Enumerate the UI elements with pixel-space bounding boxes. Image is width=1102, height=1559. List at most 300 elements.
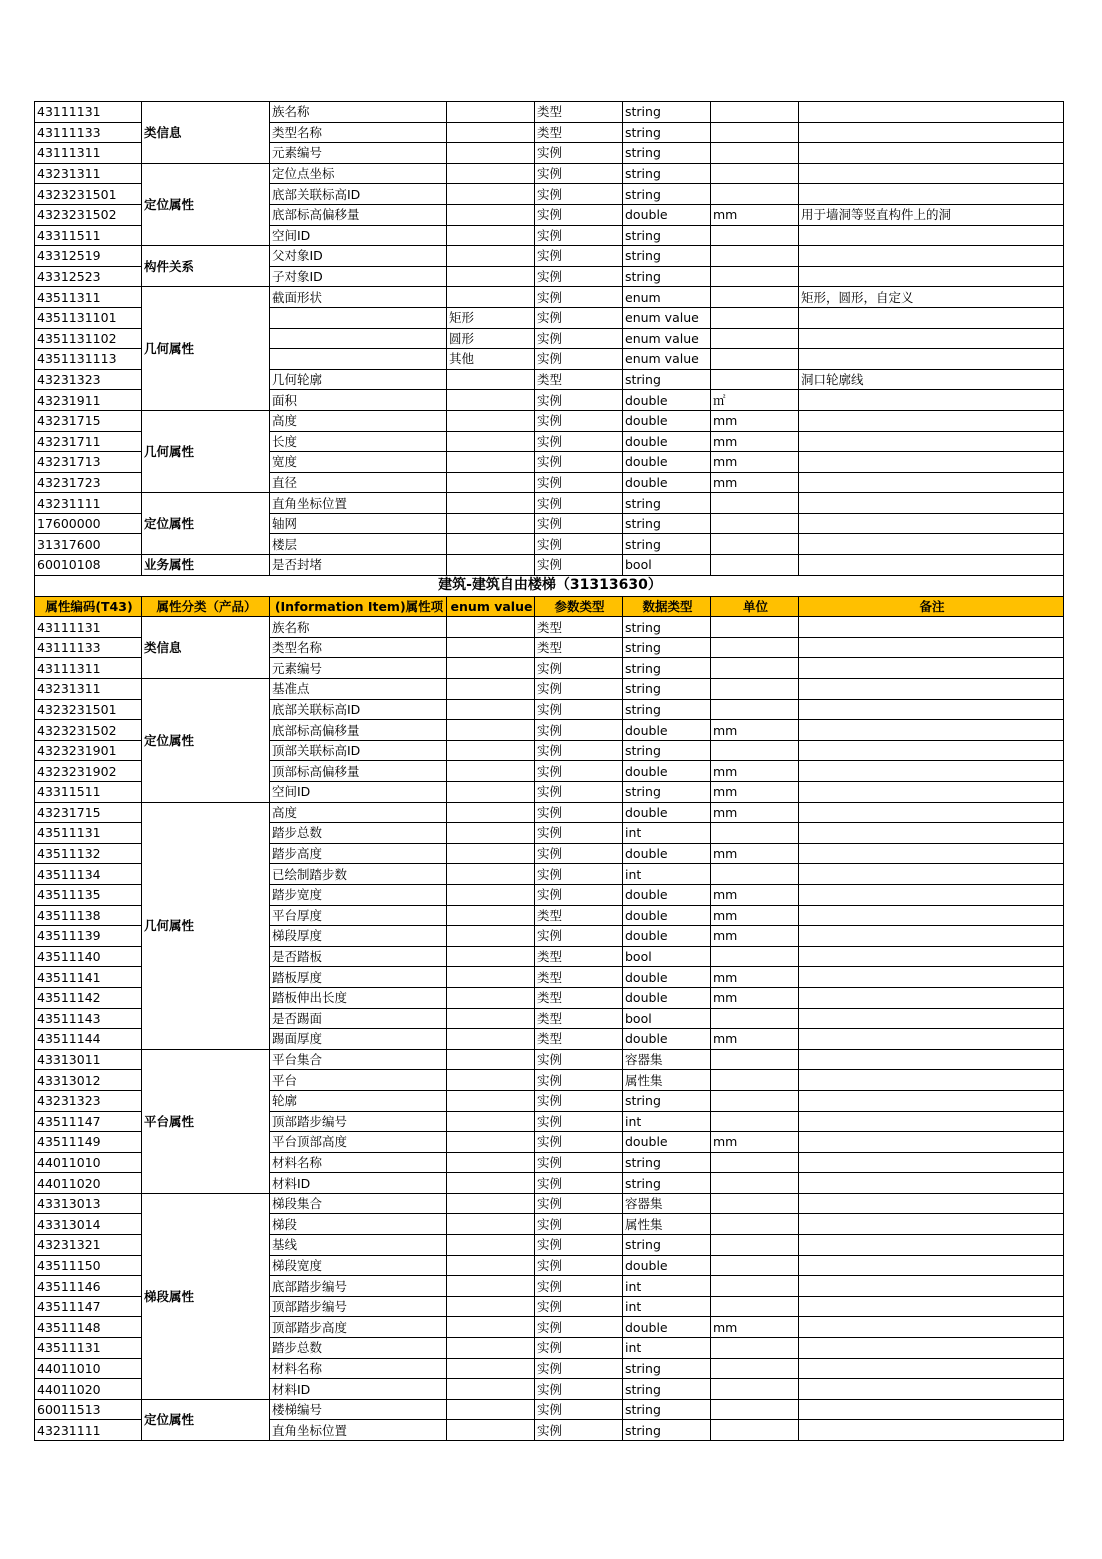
enum-value-cell xyxy=(447,225,535,246)
data-type-cell: double xyxy=(623,1132,711,1153)
note-cell xyxy=(799,328,1064,349)
note-cell xyxy=(799,1358,1064,1379)
attribute-item-cell: 是否封堵 xyxy=(270,555,447,576)
data-type-cell: string xyxy=(623,1173,711,1194)
data-type-cell: bool xyxy=(623,555,711,576)
enum-value-cell xyxy=(447,1276,535,1297)
unit-cell: mm xyxy=(711,472,799,493)
unit-cell xyxy=(711,143,799,164)
note-cell xyxy=(799,1420,1064,1441)
attribute-item-cell: 平台 xyxy=(270,1070,447,1091)
unit-cell xyxy=(711,823,799,844)
param-type-cell: 实例 xyxy=(535,1379,623,1400)
enum-value-cell xyxy=(447,1111,535,1132)
attribute-item-cell: 材料ID xyxy=(270,1379,447,1400)
note-cell xyxy=(799,410,1064,431)
param-type-cell: 实例 xyxy=(535,699,623,720)
data-type-cell: double xyxy=(623,452,711,473)
data-type-cell: 属性集 xyxy=(623,1214,711,1235)
enum-value-cell xyxy=(447,369,535,390)
note-cell xyxy=(799,1029,1064,1050)
note-cell: 洞口轮廓线 xyxy=(799,369,1064,390)
param-type-cell: 实例 xyxy=(535,163,623,184)
param-type-cell: 实例 xyxy=(535,431,623,452)
enum-value-cell xyxy=(447,1399,535,1420)
attribute-item-cell: 元素编号 xyxy=(270,658,447,679)
data-type-cell: string xyxy=(623,1152,711,1173)
unit-cell: mm xyxy=(711,802,799,823)
attribute-code-cell: 43511131 xyxy=(35,1338,142,1359)
attribute-item-cell: 直角坐标位置 xyxy=(270,1420,447,1441)
data-type-cell: double xyxy=(623,926,711,947)
note-cell xyxy=(799,143,1064,164)
unit-cell xyxy=(711,658,799,679)
unit-cell xyxy=(711,1399,799,1420)
enum-value-cell xyxy=(447,163,535,184)
param-type-cell: 实例 xyxy=(535,472,623,493)
param-type-cell: 实例 xyxy=(535,1399,623,1420)
unit-cell xyxy=(711,225,799,246)
col-header-unit: 单位 xyxy=(711,596,799,617)
data-type-cell: double xyxy=(623,204,711,225)
attribute-item-cell: 梯段厚度 xyxy=(270,926,447,947)
data-type-cell: bool xyxy=(623,1008,711,1029)
note-cell xyxy=(799,1111,1064,1132)
enum-value-cell xyxy=(447,1070,535,1091)
attribute-code-cell: 43231321 xyxy=(35,1235,142,1256)
enum-value-cell xyxy=(447,1420,535,1441)
unit-cell xyxy=(711,740,799,761)
note-cell xyxy=(799,307,1064,328)
table-row xyxy=(35,1399,1064,1420)
attribute-code-cell: 43313014 xyxy=(35,1214,142,1235)
data-type-cell: string xyxy=(623,493,711,514)
attribute-item-cell: 顶部关联标高ID xyxy=(270,740,447,761)
unit-cell xyxy=(711,1152,799,1173)
note-cell xyxy=(799,1399,1064,1420)
unit-cell xyxy=(711,1173,799,1194)
data-type-cell: double xyxy=(623,987,711,1008)
unit-cell xyxy=(711,1338,799,1359)
data-type-cell: double xyxy=(623,1029,711,1050)
enum-value-cell xyxy=(447,122,535,143)
unit-cell: mm xyxy=(711,431,799,452)
attribute-item-cell: 踏步总数 xyxy=(270,823,447,844)
param-type-cell: 实例 xyxy=(535,1235,623,1256)
unit-cell: mm xyxy=(711,1029,799,1050)
data-type-cell: string xyxy=(623,637,711,658)
param-type-cell: 类型 xyxy=(535,637,623,658)
attribute-item-cell: 顶部踏步高度 xyxy=(270,1317,447,1338)
note-cell xyxy=(799,452,1064,473)
note-cell xyxy=(799,1090,1064,1111)
enum-value-cell xyxy=(447,431,535,452)
enum-value-cell xyxy=(447,1193,535,1214)
enum-value-cell xyxy=(447,658,535,679)
note-cell xyxy=(799,987,1064,1008)
attribute-item-cell: 类型名称 xyxy=(270,122,447,143)
enum-value-cell xyxy=(447,637,535,658)
param-type-cell: 类型 xyxy=(535,987,623,1008)
param-type-cell: 实例 xyxy=(535,843,623,864)
note-cell xyxy=(799,513,1064,534)
enum-value-cell xyxy=(447,823,535,844)
attribute-item-cell xyxy=(270,307,447,328)
attribute-category-cell: 构件关系 xyxy=(142,246,270,287)
attribute-item-cell: 踏板伸出长度 xyxy=(270,987,447,1008)
param-type-cell: 实例 xyxy=(535,287,623,308)
attribute-item-cell: 族名称 xyxy=(270,617,447,638)
column-header-row xyxy=(35,596,1064,617)
attribute-item-cell: 长度 xyxy=(270,431,447,452)
data-type-cell: double xyxy=(623,1317,711,1338)
note-cell xyxy=(799,122,1064,143)
unit-cell xyxy=(711,555,799,576)
data-type-cell: enum xyxy=(623,287,711,308)
attribute-item-cell: 踢面厚度 xyxy=(270,1029,447,1050)
unit-cell: mm xyxy=(711,204,799,225)
enum-value-cell xyxy=(447,1049,535,1070)
attribute-item-cell: 楼层 xyxy=(270,534,447,555)
attribute-category-cell: 定位属性 xyxy=(142,679,270,803)
enum-value-cell xyxy=(447,946,535,967)
note-cell xyxy=(799,720,1064,741)
unit-cell xyxy=(711,1276,799,1297)
note-cell xyxy=(799,246,1064,267)
note-cell xyxy=(799,534,1064,555)
enum-value-cell xyxy=(447,472,535,493)
unit-cell xyxy=(711,1111,799,1132)
attribute-item-cell xyxy=(270,328,447,349)
enum-value-cell xyxy=(447,184,535,205)
attribute-item-cell: 楼梯编号 xyxy=(270,1399,447,1420)
data-type-cell: string xyxy=(623,369,711,390)
param-type-cell: 类型 xyxy=(535,967,623,988)
attribute-code-cell: 43511140 xyxy=(35,946,142,967)
data-type-cell: string xyxy=(623,184,711,205)
data-type-cell: int xyxy=(623,1276,711,1297)
unit-cell xyxy=(711,946,799,967)
enum-value-cell xyxy=(447,143,535,164)
param-type-cell: 类型 xyxy=(535,905,623,926)
attribute-item-cell: 材料ID xyxy=(270,1173,447,1194)
attribute-code-cell: 43231713 xyxy=(35,452,142,473)
unit-cell: mm xyxy=(711,761,799,782)
unit-cell xyxy=(711,493,799,514)
data-type-cell: double xyxy=(623,843,711,864)
attribute-code-cell: 43511138 xyxy=(35,905,142,926)
attribute-category-cell: 几何属性 xyxy=(142,410,270,492)
enum-value-cell xyxy=(447,1008,535,1029)
unit-cell xyxy=(711,287,799,308)
section-2-body xyxy=(35,617,1064,1441)
param-type-cell: 实例 xyxy=(535,1420,623,1441)
param-type-cell: 实例 xyxy=(535,740,623,761)
attribute-code-cell: 43511142 xyxy=(35,987,142,1008)
param-type-cell: 实例 xyxy=(535,1296,623,1317)
param-type-cell: 类型 xyxy=(535,102,623,123)
note-cell xyxy=(799,946,1064,967)
note-cell xyxy=(799,926,1064,947)
attribute-item-cell: 基准点 xyxy=(270,679,447,700)
data-type-cell: double xyxy=(623,472,711,493)
param-type-cell: 实例 xyxy=(535,1111,623,1132)
enum-value-cell: 圆形 xyxy=(447,328,535,349)
unit-cell xyxy=(711,122,799,143)
note-cell xyxy=(799,967,1064,988)
enum-value-cell xyxy=(447,1379,535,1400)
unit-cell xyxy=(711,679,799,700)
unit-cell: mm xyxy=(711,720,799,741)
note-cell xyxy=(799,390,1064,411)
attribute-item-cell: 子对象ID xyxy=(270,266,447,287)
param-type-cell: 类型 xyxy=(535,1029,623,1050)
attribute-code-cell: 43311511 xyxy=(35,782,142,803)
note-cell xyxy=(799,266,1064,287)
unit-cell xyxy=(711,1193,799,1214)
attribute-item-cell: 材料名称 xyxy=(270,1358,447,1379)
note-cell xyxy=(799,163,1064,184)
attribute-item-cell: 是否踏板 xyxy=(270,946,447,967)
attribute-item-cell: 空间ID xyxy=(270,225,447,246)
attribute-code-cell: 43111311 xyxy=(35,143,142,164)
data-type-cell: double xyxy=(623,390,711,411)
attribute-code-cell: 4351131102 xyxy=(35,328,142,349)
param-type-cell: 实例 xyxy=(535,349,623,370)
attribute-item-cell: 顶部踏步编号 xyxy=(270,1296,447,1317)
data-type-cell: string xyxy=(623,679,711,700)
note-cell xyxy=(799,740,1064,761)
attribute-code-cell: 43511144 xyxy=(35,1029,142,1050)
attribute-item-cell: 族名称 xyxy=(270,102,447,123)
unit-cell xyxy=(711,1070,799,1091)
note-cell xyxy=(799,1296,1064,1317)
param-type-cell: 实例 xyxy=(535,782,623,803)
param-type-cell: 实例 xyxy=(535,143,623,164)
attribute-code-cell: 43511143 xyxy=(35,1008,142,1029)
attribute-item-cell: 几何轮廓 xyxy=(270,369,447,390)
enum-value-cell xyxy=(447,1358,535,1379)
table-row xyxy=(35,555,1064,576)
param-type-cell: 实例 xyxy=(535,658,623,679)
note-cell xyxy=(799,1338,1064,1359)
attribute-code-cell: 31317600 xyxy=(35,534,142,555)
attribute-code-cell: 43511149 xyxy=(35,1132,142,1153)
attribute-code-cell: 43231311 xyxy=(35,679,142,700)
attribute-item-cell: 底部关联标高ID xyxy=(270,184,447,205)
data-type-cell: int xyxy=(623,823,711,844)
attribute-item-cell: 高度 xyxy=(270,410,447,431)
attribute-category-cell: 几何属性 xyxy=(142,287,270,411)
attribute-item-cell: 踏步高度 xyxy=(270,843,447,864)
data-type-cell: int xyxy=(623,1296,711,1317)
attribute-item-cell: 是否踢面 xyxy=(270,1008,447,1029)
attribute-code-cell: 43511131 xyxy=(35,823,142,844)
data-type-cell: double xyxy=(623,884,711,905)
enum-value-cell xyxy=(447,534,535,555)
note-cell xyxy=(799,472,1064,493)
note-cell: 用于墙洞等竖直构件上的洞 xyxy=(799,204,1064,225)
col-header-code: 属性编码(T43) xyxy=(35,596,142,617)
table-row xyxy=(35,1049,1064,1070)
attribute-code-cell: 43111131 xyxy=(35,102,142,123)
attribute-item-cell: 直径 xyxy=(270,472,447,493)
enum-value-cell xyxy=(447,1214,535,1235)
attribute-code-cell: 43312519 xyxy=(35,246,142,267)
data-type-cell: enum value xyxy=(623,328,711,349)
attribute-item-cell: 直角坐标位置 xyxy=(270,493,447,514)
attribute-code-cell: 43231323 xyxy=(35,369,142,390)
enum-value-cell xyxy=(447,452,535,473)
enum-value-cell xyxy=(447,246,535,267)
attribute-code-cell: 43311511 xyxy=(35,225,142,246)
attribute-item-cell: 轴网 xyxy=(270,513,447,534)
attribute-code-cell: 4351131113 xyxy=(35,349,142,370)
section-2-heading xyxy=(35,575,1064,617)
data-type-cell: 容器集 xyxy=(623,1049,711,1070)
table-row xyxy=(35,493,1064,514)
attribute-item-cell: 底部踏步编号 xyxy=(270,1276,447,1297)
data-type-cell: double xyxy=(623,967,711,988)
note-cell xyxy=(799,802,1064,823)
note-cell xyxy=(799,1070,1064,1091)
param-type-cell: 实例 xyxy=(535,802,623,823)
attribute-item-cell: 截面形状 xyxy=(270,287,447,308)
note-cell xyxy=(799,761,1064,782)
attribute-item-cell: 底部标高偏移量 xyxy=(270,720,447,741)
attribute-code-cell: 44011010 xyxy=(35,1358,142,1379)
attribute-item-cell: 面积 xyxy=(270,390,447,411)
unit-cell xyxy=(711,163,799,184)
note-cell xyxy=(799,699,1064,720)
table-row xyxy=(35,802,1064,823)
attribute-item-cell: 梯段宽度 xyxy=(270,1255,447,1276)
unit-cell xyxy=(711,513,799,534)
param-type-cell: 实例 xyxy=(535,1049,623,1070)
enum-value-cell xyxy=(447,740,535,761)
enum-value-cell xyxy=(447,843,535,864)
attribute-code-cell: 43511148 xyxy=(35,1317,142,1338)
data-type-cell: string xyxy=(623,225,711,246)
enum-value-cell xyxy=(447,1029,535,1050)
col-header-enum: enum value xyxy=(447,596,535,617)
data-type-cell: string xyxy=(623,617,711,638)
attribute-code-cell: 4323231501 xyxy=(35,699,142,720)
attribute-code-cell: 17600000 xyxy=(35,513,142,534)
unit-cell: mm xyxy=(711,967,799,988)
unit-cell xyxy=(711,266,799,287)
section-1-body xyxy=(35,102,1064,576)
enum-value-cell xyxy=(447,390,535,411)
unit-cell xyxy=(711,1358,799,1379)
data-type-cell: 属性集 xyxy=(623,1070,711,1091)
enum-value-cell xyxy=(447,266,535,287)
attribute-code-cell: 44011020 xyxy=(35,1173,142,1194)
data-type-cell: double xyxy=(623,720,711,741)
unit-cell xyxy=(711,1090,799,1111)
param-type-cell: 实例 xyxy=(535,452,623,473)
data-type-cell: string xyxy=(623,658,711,679)
attribute-item-cell: 踏板厚度 xyxy=(270,967,447,988)
param-type-cell: 实例 xyxy=(535,225,623,246)
attribute-code-cell: 4323231501 xyxy=(35,184,142,205)
enum-value-cell xyxy=(447,905,535,926)
enum-value-cell xyxy=(447,555,535,576)
table-row xyxy=(35,410,1064,431)
spreadsheet-page xyxy=(34,101,1063,1441)
param-type-cell: 实例 xyxy=(535,884,623,905)
attribute-code-cell: 43313011 xyxy=(35,1049,142,1070)
note-cell xyxy=(799,679,1064,700)
data-type-cell: 容器集 xyxy=(623,1193,711,1214)
attribute-item-cell: 元素编号 xyxy=(270,143,447,164)
data-type-cell: double xyxy=(623,1255,711,1276)
param-type-cell: 实例 xyxy=(535,679,623,700)
data-type-cell: string xyxy=(623,782,711,803)
attribute-item-cell: 顶部踏步编号 xyxy=(270,1111,447,1132)
attribute-code-cell: 4323231902 xyxy=(35,761,142,782)
unit-cell: mm xyxy=(711,1132,799,1153)
unit-cell xyxy=(711,369,799,390)
attribute-category-cell: 业务属性 xyxy=(142,555,270,576)
enum-value-cell xyxy=(447,884,535,905)
data-type-cell: bool xyxy=(623,946,711,967)
note-cell xyxy=(799,1379,1064,1400)
enum-value-cell xyxy=(447,1152,535,1173)
attribute-code-cell: 43511147 xyxy=(35,1111,142,1132)
param-type-cell: 实例 xyxy=(535,1193,623,1214)
param-type-cell: 实例 xyxy=(535,1132,623,1153)
attribute-category-cell: 几何属性 xyxy=(142,802,270,1049)
param-type-cell: 类型 xyxy=(535,122,623,143)
note-cell xyxy=(799,225,1064,246)
param-type-cell: 实例 xyxy=(535,926,623,947)
enum-value-cell xyxy=(447,1132,535,1153)
attribute-code-cell: 43511141 xyxy=(35,967,142,988)
enum-value-cell xyxy=(447,864,535,885)
unit-cell xyxy=(711,534,799,555)
param-type-cell: 实例 xyxy=(535,555,623,576)
note-cell xyxy=(799,637,1064,658)
param-type-cell: 实例 xyxy=(535,390,623,411)
enum-value-cell xyxy=(447,679,535,700)
attribute-code-cell: 43313012 xyxy=(35,1070,142,1091)
data-type-cell: string xyxy=(623,1399,711,1420)
note-cell xyxy=(799,1317,1064,1338)
enum-value-cell xyxy=(447,987,535,1008)
unit-cell xyxy=(711,637,799,658)
data-type-cell: string xyxy=(623,1090,711,1111)
attribute-category-cell: 定位属性 xyxy=(142,163,270,245)
attribute-item-cell: 基线 xyxy=(270,1235,447,1256)
attribute-code-cell: 60011513 xyxy=(35,1399,142,1420)
table-row xyxy=(35,102,1064,123)
note-cell xyxy=(799,1235,1064,1256)
attribute-code-cell: 43231715 xyxy=(35,410,142,431)
note-cell xyxy=(799,1255,1064,1276)
attribute-item-cell: 已绘制踏步数 xyxy=(270,864,447,885)
data-type-cell: double xyxy=(623,761,711,782)
data-type-cell: double xyxy=(623,431,711,452)
data-type-cell: double xyxy=(623,410,711,431)
param-type-cell: 实例 xyxy=(535,1276,623,1297)
attribute-item-cell: 底部标高偏移量 xyxy=(270,204,447,225)
unit-cell: mm xyxy=(711,782,799,803)
attribute-item-cell: 梯段集合 xyxy=(270,1193,447,1214)
enum-value-cell xyxy=(447,1317,535,1338)
attribute-code-cell: 4323231502 xyxy=(35,720,142,741)
attribute-code-cell: 43312523 xyxy=(35,266,142,287)
